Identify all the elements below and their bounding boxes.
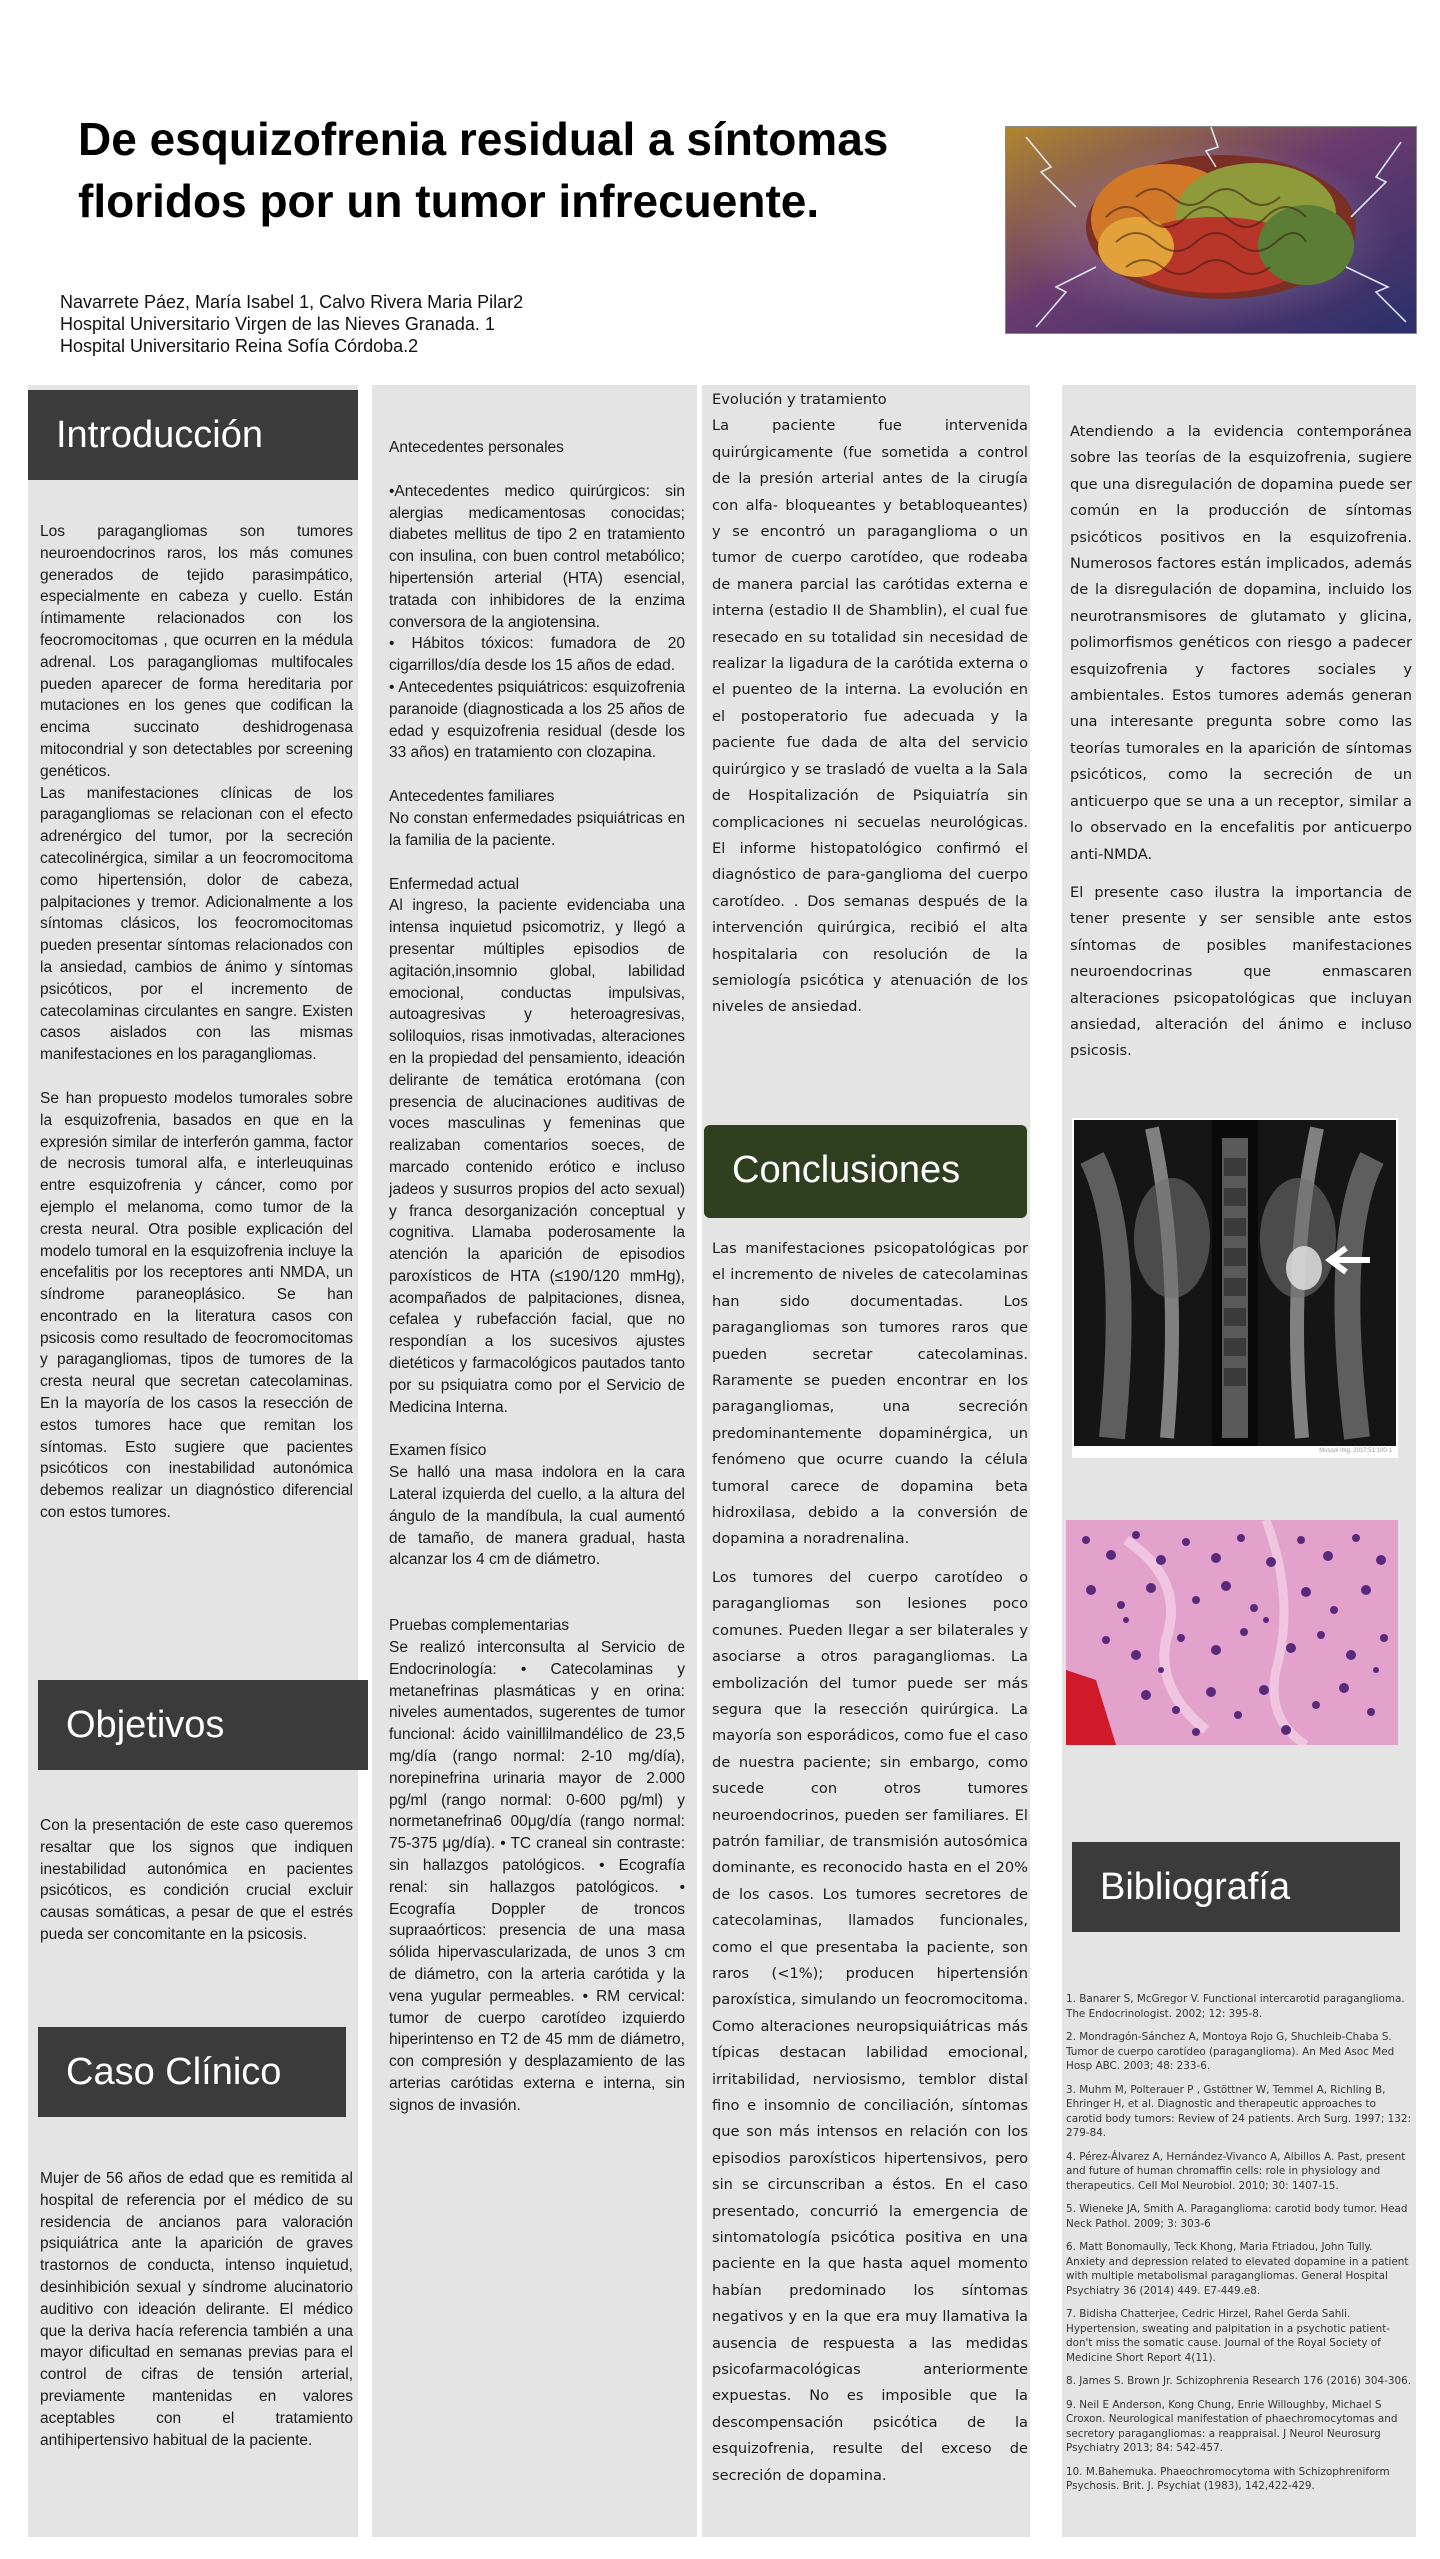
author-line: Navarrete Páez, María Isabel 1, Calvo Rivera Maria Pilar2: [60, 292, 524, 312]
conclusiones-text: [712, 1236, 1028, 2489]
intro-paragraph: Se han propuesto modelos tumorales sobre la esquizofrenia, basados en que en la expresión similar de interferón gamma, factor de necrosis tumoral alfa, e interleuquinas entre esquizofrenia y cáncer, como por ejemplo el melanoma, como tumor de la cresta neural. Otra posible explicación del modelo tumoral en la esquizofrenia incluye la encefalitis por los receptores anti NMDA, un síndrome paraneoplásico. Se han encontrado en la literatura casos con psicosis como resultado de feocromocitomas y paragangliomas, tipos de tumores de la cresta neural que secretan catecolaminas. En la mayoría de los casos la resección de estos tumores hace que remitan los síntomas. Esto sugiere que pacientes psicóticos con inestabilidad autonómica debemos realizar un diagnóstico diferencial con estos tumores.: [40, 1089, 353, 1522]
header-caso-clinico: Caso Clínico: [38, 2027, 346, 2117]
objetivos-text: [40, 1815, 353, 1946]
brain-illustration: [1005, 126, 1417, 334]
discussion-paragraph: Atendiendo a la evidencia contemporánea sobre las teorías de la esquizofrenia, sugiere que una disregulación de dopamina puede ser común en la producción de síntomas psicóticos positivos en la esquizofrenia. Numerosos factores están implicados, además de la disregulación de dopamina, incluido los neurotransmisores de glutamato y glicina, polimorfismos genéticos con riesgo a padecer esquizofrenia y factores sociales y ambientales. Estos tumores además generan una interesante pregunta sobre como las teorías tumorales en la aparición de síntomas psicóticos, como la secreción de un anticuerpo que se una a un receptor, similar a lo observado en la encefalitis por anticuerpo anti-NMDA.: [1070, 423, 1412, 863]
objetivos-paragraph: Con la presentación de este caso queremos resaltar que los signos que indiquen inestabilidad autonómica en pacientes psicóticos, es condición crucial excluir causas somáticas, a pesar de que el estrés pueda ser concomitante en la psicosis.: [40, 1817, 353, 1943]
affiliation-line: Hospital Universitario Reina Sofía Córdoba.2: [60, 336, 419, 356]
pruebas-label: Pruebas complementarias: [389, 1617, 570, 1635]
reference-item: 1. Banarer S, McGregor V. Functional intercarotid paraganglioma. The Endocrinologist. 2002; 12: 395-8.: [1066, 1993, 1405, 2020]
evolucion-section: [712, 387, 1028, 1021]
antecedentes-familiares-text: No constan enfermedades psiquiátricas en la familia de la paciente.: [389, 809, 685, 849]
antecedentes-item: • Hábitos tóxicos: fumadora de 20 cigarrillos/día desde los 15 años de edad.: [389, 635, 685, 675]
antecedentes-personales-label: Antecedentes personales: [389, 439, 564, 456]
poster-title: [78, 108, 978, 232]
mri-caption: Mussol Img. 2017;51:100-1: [1319, 1448, 1392, 1454]
caso-paragraph: Mujer de 56 años de edad que es remitida al hospital de referencia por el médico de su residencia de ancianos para valoración psiquiátrica ante la aparición de graves trastornos de conducta, intenso inquietud, desinhibición sexual y síndrome alucinatorio auditivo con ideación delirante. El médico que la deriva hacía referencia también a una mayor dificultad en semanas previas para el control de cifras de tensión arterial, previamente mantenidas en valores aceptables con el tratamiento antihipertensivo habitual de la paciente.: [40, 2170, 353, 2449]
reference-item: 2. Mondragón-Sánchez A, Montoya Rojo G, Shuchleib-Chaba S. Tumor de cuerpo carotídeo (paraganglioma). An Med Asoc Med Hosp ABC. 2003; 48: 233-6.: [1066, 2031, 1395, 2072]
pruebas-text: Se realizó interconsulta al Servicio de Endocrinología: • Catecolaminas y metanefrinas plasmáticas y en orina: niveles aumentados, sugerentes de tumor funcional: ácido vainillilmandélico de 23,5 mg/día (rango normal: 2-10 mg/día), norepinefrina urinaria mayor de 2.000 pg/ml (rango normal: 0-600 pg/ml) y normetanefrina6 00μg/día (rango normal: 75-375 μg/día). • TC craneal sin contraste: sin hallazgos patológicos. • Ecografía renal: sin hallazgos patológicos. • Ecografía Doppler de troncos supraaórticos: presencia de una masa sólida hipervascularizada, de unos 3 cm de diámetro, con la arteria carótida y la vena yugular permeables. • RM cervical: tumor de cuerpo carotídeo izquierdo hiperintenso en T2 de 45 mm de diámetro, con compresión y desplazamiento de las arterias carótidas externa e interna, sin signos de invasión.: [389, 1639, 685, 2114]
reference-item: 4. Pérez-Álvarez A, Hernández-Vivanco A, Albillos A. Past, present and future of human chromaffin cells: role in physiology and therapeutics. Cell Mol Neurobiol. 2010; 30: 1407-15.: [1066, 2150, 1406, 2192]
header-conclusiones: Conclusiones: [704, 1125, 1027, 1218]
evolucion-label: Evolución y tratamiento: [712, 391, 887, 408]
reference-item: 9. Neil E Anderson, Kong Chung, Enrie Willoughby, Michael S Croxon. Neurological manifestation of phaechromocytomas and secretory paragangliomas: a reappraisal. J Neurol Neurosurg Psychiatry 2013; 84: 542-457.: [1066, 2398, 1398, 2454]
column-4-text: [1070, 419, 1412, 1065]
intro-text: [40, 521, 353, 1524]
header-bibliografia: Bibliografía: [1072, 1842, 1400, 1932]
column-2-text: [389, 437, 685, 2117]
antecedentes-item: •Antecedentes medico quirúrgicos: sin alergias medicamentosas conocidas; diabetes mellitus de tipo 2 en tratamiento con insulina, con buen control metabólico; hipertensión arterial (HTA) esencial, tratada con inhibidores de la enzima conversora de la angiotensina.: [389, 482, 685, 631]
header-introduccion: Introducción: [28, 390, 358, 480]
conclusiones-paragraph: Los tumores del cuerpo carotídeo o paragangliomas son lesiones poco comunes. Pueden llegar a ser bilaterales y asociarse a otros paragangliomas. La embolización del tumor puede ser más segura que la resección quirúrgica. La mayoría son esporádicos, como fue el caso de nuestra paciente; sin embargo, como sucede con otros tumores neuroendocrinos, pueden ser familiares. El patrón familiar, de transmisión autosómica dominante, es reconocido hasta en el 20% de los casos. Los tumores secretores de catecolaminas, llamados funcionales, como el que presentaba la paciente, son raros (<1%); producen hipertensión paroxística, simulando un feocromocitoma. Como alteraciones neuropsiquiátricas más típicas destacan labilidad emocional, irritabilidad, nerviosismo, temblor distal fino e insomnio de conciliación, síntomas que son más intensos en relación con los episodios paroxísticos hipertensivos, pero sin se circunscriban a éstos. En el caso presentado, concurrió la emergencia de sintomatología psicótica positiva en una paciente en la que hasta aquel momento habían predominado los síntomas negativos y en la que era muy llamativa la ausencia de respuesta a las medidas psicofarmacológicas anteriormente expuestas. No es imposible que la descompensación psicótica de la esquizofrenia, resulte del exceso de secreción de dopamina.: [712, 1568, 1028, 2484]
intro-paragraph: Las manifestaciones clínicas de los paragangliomas se relacionan con el efecto adrenérgico del tumor, por la secreción catecolinérgica, similar a un feocromocitoma como hipertensión, dolor de cabeza, palpitaciones y tremor. Adicionalmente a los síntomas clásicos, los feocromocitomas pueden presentar síntomas relacionados con la ansiedad, cambios de ánimo y síntomas psicóticos, por el incremento de catecolaminas circulantes en sangre. Existen casos aislados con las mismas manifestaciones en los paragangliomas.: [40, 784, 353, 1064]
evolucion-text: La paciente fue intervenida quirúrgicamente (fue sometida a control de la presión arterial antes de la cirugía con alfa- bloqueantes y betabloqueantes) y se encontró un paraganglioma o un tumor de cuerpo carotídeo, que rodeaba de manera parcial las carótidas externa e interna (estadio II de Shamblin), el cual fue resecado en su totalidad sin necesidad de realizar la ligadura de la carótida externa o el puenteo de la interna. La evolución en el postoperatorio fue adecuada y la paciente fue dada de alta del servicio quirúrgico y se trasladó de vuelta a la Sala de Hospitalización de Psiquiatría sin complicaciones ni secuelas neurológicas. El informe histopatológico confirmó el diagnóstico de para-ganglioma del cuerpo carotídeo. . Dos semanas después de la intervención quirúrgica, recibió el alta hospitalaria con resolución de la semiología psicótica y atenuación de los niveles de ansiedad.: [712, 417, 1028, 1016]
reference-item: 6. Matt Bonomaully, Teck Khong, Maria Ftriadou, John Tully. Anxiety and depression related to elevated dopamine in a patient with multiple metabolismal paragangliomas. General Hospital Psychiatry 36 (2014) 449. E7-449.e8.: [1066, 2241, 1409, 2297]
caso-text: [40, 2168, 353, 2451]
examen-fisico-label: Examen físico: [389, 1442, 487, 1460]
affiliation-line: Hospital Universitario Virgen de las Nieves Granada. 1: [60, 314, 495, 334]
title-line-1: De esquizofrenia residual a síntomas: [78, 113, 889, 165]
title-line-2: floridos por un tumor infrecuente.: [78, 175, 820, 227]
references-list: [1066, 1992, 1411, 2503]
enfermedad-actual-text: Al ingreso, la paciente evidenciaba una intensa inquietud psicomotriz, y llegó a presentar múltiples episodios de agitación,insomnio global, labilidad emocional, conductas impulsivas, autoagresivas y heteroagresivas, soliloquios, risas inmotivadas, alteraciones en la propiedad del pensamiento, ideación delirante de temática erotómana (con presencia de alucinaciones auditivas de voces masculinas y femeninas que realizaban comentarios soeces, de marcado contenido erótico e incluso jadeos y susurros propios del acto sexual) y franca desorganización conceptual y cognitiva. Llamaba poderosamente la atención la aparición de episodios paroxísticos de HTA (≤190/120 mmHg), acompañados de palpitaciones, disnea, cefalea y rubefacción facial, que no respondían a los sucesivos ajustes dietéticos y farmacológicos pautados tanto por su psiquiatra como por el Servicio de Medicina Interna.: [389, 897, 685, 1416]
mri-image: [1072, 1118, 1398, 1458]
reference-item: 5. Wieneke JA, Smith A. Paraganglioma: carotid body tumor. Head Neck Pathol. 2009; 3: 303-6: [1066, 2203, 1408, 2230]
reference-item: 7. Bidisha Chatterjee, Cedric Hirzel, Rahel Gerda Sahli. Hypertension, sweating and palpitation in a psychotic patient- don't miss the somatic cause. Journal of the Royal Society of Medicine Short Report 4(11).: [1066, 2308, 1391, 2364]
reference-item: 10. M.Bahemuka. Phaeochromocytoma with Schizophreniform Psychosis. Brit. J. Psychiat (1983), 142,422-429.: [1066, 2465, 1390, 2492]
enfermedad-actual-label: Enfermedad actual: [389, 875, 520, 893]
antecedentes-item: • Antecedentes psiquiátricos: esquizofrenia paranoide (diagnosticada a los 25 años de edad y esquizofrenia residual (desde los 33 años) en tratamiento con clozapina.: [389, 678, 685, 762]
histology-image: [1066, 1520, 1398, 1745]
antecedentes-familiares-label: Antecedentes familiares: [389, 788, 555, 806]
intro-paragraph: Los paragangliomas son tumores neuroendocrinos raros, los más comunes generados de tejido parasimpático, especialmente en cabeza y cuello. Están íntimamente relacionados con los feocromocitomas , que ocurren en la médula adrenal. Los paragangliomas multifocales pueden aparecer de forma hereditaria por mutaciones en los genes que codifican la encima succinato deshidrogenasa mitocondrial y son detectables por screening genéticos.: [40, 523, 353, 780]
discussion-paragraph: El presente caso ilustra la importancia de tener presente y ser sensible ante estos síntomas de posibles manifestaciones neuroendocrinas que enmascaren alteraciones psicopatológicas que incluyan ansiedad, alteración del ánimo e incluso psicosis.: [1070, 883, 1412, 1060]
reference-item: 3. Muhm M, Polterauer P , Gstöttner W, Temmel A, Richling B, Ehringer H, et al. Diagnostic and therapeutic approaches to carotid body tumors: Review of 24 patients. Arch Surg. 1997; 132: 279-84.: [1066, 2083, 1411, 2139]
conclusiones-paragraph: Las manifestaciones psicopatológicas por el incremento de niveles de catecolaminas han sido documentadas. Los paragangliomas son tumores raros que pueden secretar catecolaminas. Raramente se pueden encontrar en los paragangliomas, una secreción predominantemente dopaminérgica, un fenómeno que ocurre cuando la célula tumoral carece de dopamina beta hidroxilasa, debido a la conversión de dopamina a noradrenalina.: [712, 1240, 1028, 1548]
header-objetivos: Objetivos: [38, 1680, 368, 1770]
reference-item: 8. James S. Brown Jr. Schizophrenia Research 176 (2016) 304-306.: [1066, 2375, 1412, 2387]
authors-block: [60, 291, 860, 357]
examen-fisico-text: Se halló una masa indolora en la cara Lateral izquierda del cuello, a la altura del ángulo de la mandíbula, la cual aumentó de tamaño, de manera gradual, hasta alcanzar los 4 cm de diámetro.: [389, 1464, 685, 1569]
